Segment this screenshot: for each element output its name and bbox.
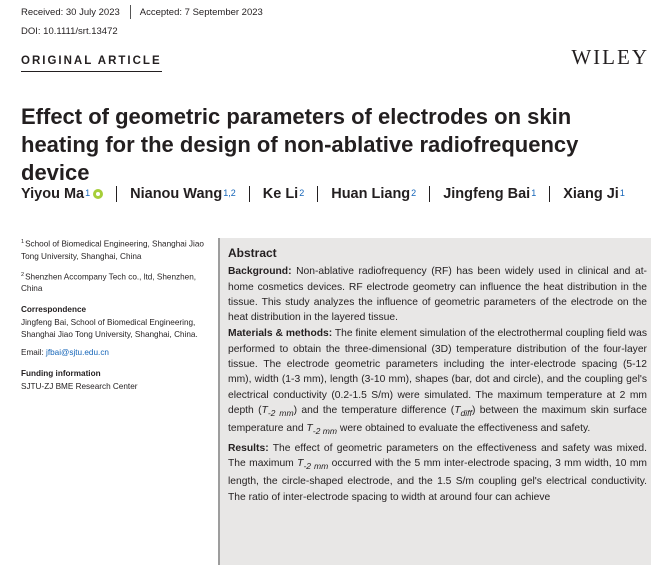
divider xyxy=(249,186,250,202)
symbol-subscript: diff xyxy=(460,408,472,419)
author[interactable] xyxy=(21,186,130,202)
correspondence-text: Jingfeng Bai, School of Biomedical Engineering, Shanghai Jiao Tong University, Shanghai, China. xyxy=(21,318,198,340)
section-label: Materials & methods: xyxy=(228,328,333,340)
correspondence-heading: Correspondence xyxy=(21,305,87,315)
divider xyxy=(317,186,318,202)
author[interactable] xyxy=(331,186,443,202)
author[interactable] xyxy=(263,186,331,202)
abstract-background xyxy=(228,264,647,325)
abstract-box xyxy=(218,238,651,565)
affiliation-text: School of Biomedical Engineering, Shanghai Jiao Tong University, Shanghai, China xyxy=(21,239,204,261)
correspondence-email xyxy=(21,347,211,359)
dates-line xyxy=(21,5,263,19)
divider xyxy=(429,186,430,202)
divider xyxy=(549,186,550,202)
email-link[interactable]: jfbai@sjtu.edu.cn xyxy=(46,348,109,358)
divider xyxy=(116,186,117,202)
symbol: T xyxy=(297,457,304,469)
author-name: Yiyou Ma xyxy=(21,186,85,202)
received-date: Received: 30 July 2023 xyxy=(21,6,120,18)
article-type: ORIGINAL ARTICLE xyxy=(21,55,162,72)
abstract-heading: Abstract xyxy=(228,246,277,260)
author-affiliation-ref: 1 xyxy=(531,188,537,198)
affiliation xyxy=(21,269,211,296)
author-name: Nianou Wang xyxy=(130,186,223,202)
affiliation xyxy=(21,236,211,263)
symbol: T xyxy=(454,404,461,416)
symbol-subscript: -2 mm xyxy=(312,426,338,437)
abstract-methods xyxy=(228,326,647,439)
sidebar-info xyxy=(21,236,211,399)
symbol: T xyxy=(261,404,268,416)
section-text: ) between the maximum skin surface temperature and xyxy=(228,404,647,435)
affiliation-number: 1 xyxy=(21,239,25,245)
author[interactable] xyxy=(130,186,263,202)
email-label: Email: xyxy=(21,348,44,358)
section-label: Background: xyxy=(228,266,292,278)
section-text: occurred with the 5 mm inter-electrode spacing, 3 mm width, 10 mm length, the circle-shaped electrode, and the 1.5 S/m coupling gel's electrical conductivity. The ratio of inter-electrode spacing to width at around four can achieve xyxy=(228,457,647,503)
author-affiliation-ref: 1 xyxy=(85,188,91,198)
section-text: were obtained to evaluate the effectiveness and safety. xyxy=(337,423,591,435)
funding-text: SJTU-ZJ BME Research Center xyxy=(21,382,138,392)
section-text: ) and the temperature difference ( xyxy=(293,404,455,416)
divider xyxy=(130,5,131,19)
author-affiliation-ref: 2 xyxy=(299,188,305,198)
affiliation-number: 2 xyxy=(21,271,25,278)
author-affiliation-ref: 1,2 xyxy=(223,188,236,198)
author-affiliation-ref: 1 xyxy=(619,188,625,198)
publisher-logo[interactable]: WILEY xyxy=(571,45,649,69)
affiliation-text: Shenzhen Accompany Tech co., ltd, Shenzhen, China xyxy=(21,272,197,294)
section-text: The effect of geometric parameters on the effectiveness and safety was mixed. The maximum xyxy=(228,442,647,469)
symbol-subscript: -2 mm xyxy=(267,408,294,419)
article-title: Effect of geometric parameters of electrodes on skin heating for the design of non-ablative radiofrequency device xyxy=(21,104,579,185)
author-list xyxy=(21,186,651,202)
section-text: Non-ablative radiofrequency (RF) has been widely used in clinical and at-home cosmetics devices. RF electrode geometry can influence the heat distribution in the tissue. This study analyzes the influence of geometric parameters of the electrode on the heat distribution in the layered tissue. xyxy=(228,266,647,324)
funding-heading: Funding information xyxy=(21,369,101,379)
author-name: Huan Liang xyxy=(331,186,411,202)
symbol: T xyxy=(306,423,313,435)
section-text: The finite element simulation of the electrothermal coupling field was performed to obtain the three-dimensional (3D) temperature distribution of the four-layer tissue. The electrode geometric parameters including the inter-electrode spacing (5-12 mm), width (1-3 mm), length (3-10 mm), shapes (bar, dot and circle), and the coupling gel's electrical conductivity (0.2-1.5 S/m) were simulated. The maximum temperature at 2 mm depth ( xyxy=(228,328,647,416)
orcid-icon[interactable] xyxy=(93,189,103,199)
accepted-date: Accepted: 7 September 2023 xyxy=(139,6,263,18)
abstract-results xyxy=(228,441,647,505)
section-label: Results: xyxy=(228,442,269,454)
author-name: Ke Li xyxy=(262,186,299,202)
author-name: Jingfeng Bai xyxy=(443,186,531,202)
doi[interactable] xyxy=(21,26,118,37)
symbol-subscript: -2 mm xyxy=(303,461,329,471)
author[interactable] xyxy=(563,186,625,202)
author-name: Xiang Ji xyxy=(563,186,619,202)
author[interactable] xyxy=(443,186,563,202)
doi-link[interactable]: DOI: 10.1111/srt.13472 xyxy=(21,26,118,37)
author-affiliation-ref: 2 xyxy=(411,188,417,198)
